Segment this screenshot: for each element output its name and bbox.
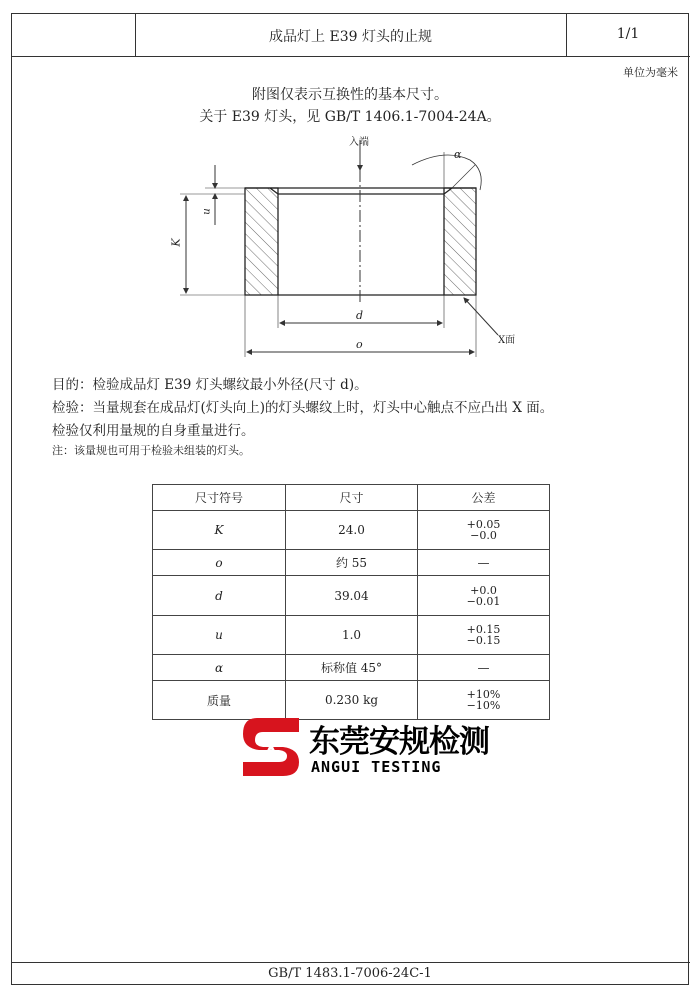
page-number: 1/1 (616, 26, 640, 42)
x-face-label: X面 (498, 335, 516, 346)
document-title: 成品灯上 E39 灯头的止规 (269, 29, 432, 45)
x-face-leader (464, 298, 498, 335)
table-row: o 约 55 — (153, 550, 550, 576)
table-header-row (153, 485, 550, 511)
intro-line-1: 附图仅表示互换性的基本尺寸。 (252, 87, 448, 103)
u-label: u (201, 208, 213, 215)
k-label: K (169, 238, 183, 247)
table-row: d 39.04 +0.0 −0.01 (153, 576, 550, 616)
entry-label: 入端 (349, 137, 369, 148)
inspection-text: 检验：当量规套在成品灯(灯头向上)的灯头螺纹上时，灯头中心触点不应凸出 X 面。 (52, 400, 554, 416)
method-text: 检验仅利用量规的自身重量进行。 (52, 423, 255, 439)
header-tolerance: 公差 (418, 485, 550, 511)
table-row: 质量 0.230 kg +10% −10% (153, 681, 550, 720)
gauge-diagram (0, 0, 700, 370)
unit-note: 单位为毫米 (623, 66, 678, 79)
alpha-label: α (454, 148, 462, 161)
alpha-arc (412, 155, 481, 190)
watermark-logo-icon (243, 718, 299, 776)
table-row: u 1.0 +0.15 −0.15 (153, 616, 550, 655)
footer-divider (11, 962, 690, 963)
table-row: K 24.0 +0.05 −0.0 (153, 511, 550, 550)
o-label: o (356, 338, 363, 351)
watermark-cn: 东莞安规检测 (309, 724, 489, 760)
dimension-table (152, 484, 550, 720)
d-label: d (356, 309, 364, 322)
watermark-en: ANGUI TESTING (311, 758, 442, 776)
header-symbol: 尺寸符号 (153, 485, 286, 511)
footer-code: GB/T 1483.1-7006-24C-1 (268, 966, 432, 981)
table-row: α 标称值 45° — (153, 655, 550, 681)
purpose-text: 目的：检验成品灯 E39 灯头螺纹最小外径(尺寸 d)。 (52, 377, 368, 393)
note-text: 注：该量规也可用于检验未组装的灯头。 (52, 444, 250, 457)
header-size: 尺寸 (286, 485, 418, 511)
left-wall-section (245, 188, 278, 295)
intro-line-2: 关于 E39 灯头，见 GB/T 1406.1-7004-24A。 (199, 109, 501, 125)
right-wall-section (444, 188, 476, 295)
